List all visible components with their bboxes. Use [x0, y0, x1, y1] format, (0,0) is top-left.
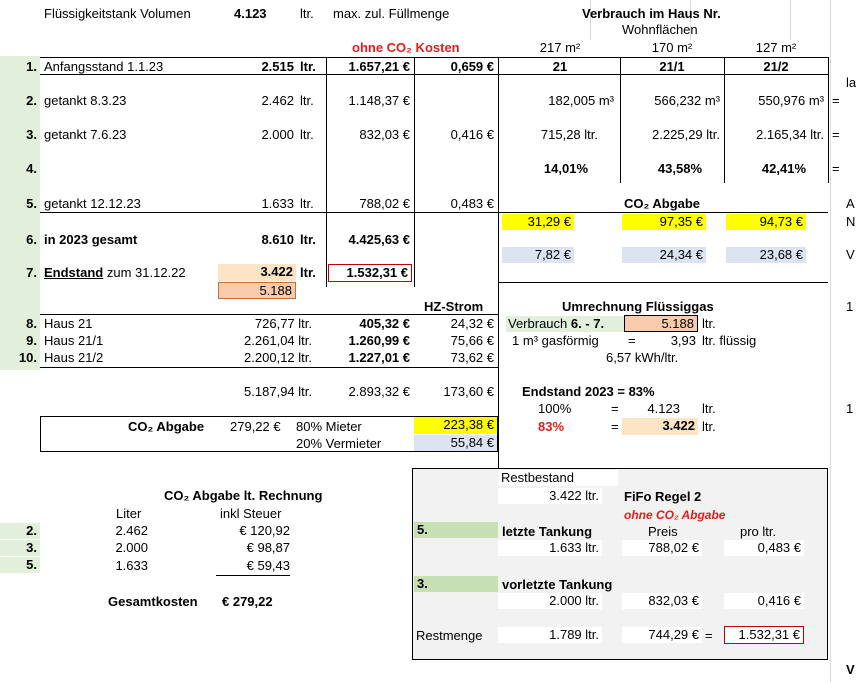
- endstand-unit: ltr.: [300, 265, 316, 280]
- co2-yellow: 97,35 €: [622, 214, 706, 230]
- p83: 83%: [538, 419, 565, 434]
- eq-sign: =: [832, 127, 840, 142]
- row-num-9: 9.: [0, 333, 40, 349]
- restmenge-label: Restmenge: [416, 628, 483, 643]
- restbestand-label: Restbestand: [498, 470, 618, 486]
- fifo-num-5: 5.: [414, 522, 498, 538]
- mieter-label: 80% Mieter: [296, 419, 362, 434]
- side-letters: 1: [846, 299, 854, 314]
- eq-sign: =: [832, 93, 840, 108]
- restmenge-liter: 1.789 ltr.: [498, 627, 602, 643]
- letzte-tankung: letzte Tankung: [502, 524, 593, 539]
- verbrauch-m3: 550,976 m³: [758, 93, 824, 108]
- verbrauch-m3: 566,232 m³: [654, 93, 720, 108]
- co2-box-label: CO₂ Abgabe: [128, 419, 205, 434]
- wohnflaechen-label: Wohnflächen: [622, 22, 698, 37]
- co2-box-total: 279,22 €: [230, 419, 281, 434]
- col-steuer: inkl Steuer: [220, 506, 282, 521]
- row-ppl: 0,659 €: [450, 59, 494, 74]
- haus-label: Haus 21: [44, 316, 93, 331]
- eq-sign: =: [611, 419, 619, 434]
- table-border: [498, 57, 499, 472]
- p83-value: 3.422: [622, 418, 698, 435]
- gas-value: 3,93: [670, 333, 696, 348]
- sum-cost: 2.893,32 €: [348, 384, 410, 399]
- haus-liter: 726,77 ltr.: [254, 316, 312, 331]
- haus-cost: 1.260,99 €: [348, 333, 410, 348]
- sum-hz: 173,60 €: [443, 384, 494, 399]
- rechnung-value: € 120,92: [239, 523, 290, 538]
- endstand-bold: Endstand: [44, 265, 104, 280]
- row-liter: 1.633: [261, 196, 294, 211]
- gas-eq: =: [628, 333, 636, 348]
- verbrauch-pct: 42,41%: [761, 161, 806, 176]
- vorletzte-preis: 832,03 €: [622, 593, 702, 609]
- haus-cost: 1.227,01 €: [348, 350, 410, 365]
- verbrauch-ltr: 715,28 ltr.: [540, 127, 598, 142]
- row-label: getankt 12.12.23: [44, 196, 141, 211]
- row-num-2: 2.: [0, 93, 40, 109]
- area-170: 170 m²: [651, 40, 693, 55]
- row-label: getankt 7.6.23: [44, 127, 127, 142]
- col-liter: Liter: [116, 506, 142, 521]
- letzte-pl: 0,483 €: [724, 540, 804, 556]
- letzte-liter: 1.633 ltr.: [498, 540, 602, 556]
- row-ppl: 0,416 €: [450, 127, 494, 142]
- gas-unit: ltr. flüssig: [702, 333, 757, 348]
- row-unit: ltr.: [300, 196, 314, 211]
- row-cost: 1.148,37 €: [348, 93, 410, 108]
- haus-liter: 2.261,04 ltr.: [244, 333, 312, 348]
- sum-liter: 5.187,94 ltr.: [244, 384, 312, 399]
- side-letters: A: [846, 196, 855, 211]
- haus-hz: 24,32 €: [450, 316, 494, 331]
- rechnung-liter: 1.633: [115, 558, 148, 573]
- max-label: max. zul. Füllmenge: [333, 6, 450, 21]
- row-label: getankt 8.3.23: [44, 93, 127, 108]
- verbrauch-label-bold: 6. - 7.: [570, 316, 605, 331]
- gas-label: 1 m³ gasförmig: [512, 333, 599, 348]
- verbrauch-label-text: Verbrauch: [508, 316, 571, 331]
- area-127: 127 m²: [755, 40, 797, 55]
- kwh-value: 6,57 kWh/ltr.: [606, 350, 679, 365]
- restmenge-eq: =: [705, 628, 713, 643]
- endstand-2023-title: Endstand 2023 = 83%: [522, 384, 655, 399]
- row-liter: 2.515: [261, 59, 294, 74]
- side-letters: la: [846, 75, 856, 90]
- rechnung-num: 5.: [0, 557, 40, 573]
- side-letters: V: [846, 662, 855, 677]
- row-liter: 2.462: [261, 93, 294, 108]
- hz-strom-title: HZ-Strom: [424, 299, 484, 314]
- row-num-1: 1.: [0, 59, 40, 75]
- row-cost: 788,02 €: [359, 196, 410, 211]
- row-num-7: 7.: [0, 265, 40, 281]
- p83-unit: ltr.: [702, 419, 716, 434]
- row-num-4: 4.: [0, 161, 40, 177]
- rechnung-value: € 59,43: [246, 558, 290, 573]
- vermieter-label: 20% Vermieter: [296, 436, 382, 451]
- grid-line: [830, 0, 831, 682]
- verbrauch-title: Verbrauch im Haus Nr.: [582, 6, 721, 21]
- rechnung-value: € 98,87: [246, 540, 290, 555]
- row-unit: ltr.: [300, 59, 316, 74]
- verbrauch-m3: 182,005 m³: [548, 93, 614, 108]
- restbestand-value: 3.422 ltr.: [498, 488, 602, 504]
- row-cost: 1.657,21 €: [348, 59, 410, 74]
- table-border: [40, 367, 498, 368]
- table-border: [498, 212, 828, 213]
- proltr-label: pro ltr.: [740, 524, 777, 539]
- table-border: [414, 57, 415, 287]
- haus-liter: 2.200,12 ltr.: [244, 350, 312, 365]
- rechnung-num: 3.: [0, 540, 40, 556]
- co2-yellow: 31,29 €: [502, 214, 574, 230]
- haus-cost: 405,32 €: [359, 316, 410, 331]
- preis-label: Preis: [648, 524, 678, 539]
- table-border: [498, 282, 828, 283]
- rechnung-liter: 2.000: [115, 540, 148, 555]
- gesamt-value: € 279,22: [222, 594, 273, 609]
- row-unit: ltr.: [300, 232, 316, 247]
- house-21: 21: [552, 59, 568, 74]
- restmenge-total: 1.532,31 €: [724, 626, 804, 644]
- endstand-rest: zum 31.12.22: [103, 265, 186, 280]
- house-21-2: 21/2: [763, 59, 789, 74]
- rechnung-num: 2.: [0, 523, 40, 539]
- rechnung-liter: 2.462: [115, 523, 148, 538]
- vorletzte-tankung: vorletzte Tankung: [502, 577, 613, 592]
- grid-line: [790, 0, 791, 40]
- verbrauch-ltr: 2.165,34 ltr.: [756, 127, 824, 142]
- restmenge-preis: 744,29 €: [622, 627, 702, 643]
- row-cost: 832,03 €: [359, 127, 410, 142]
- row-ppl: 0,483 €: [450, 196, 494, 211]
- vorletzte-pl: 0,416 €: [724, 593, 804, 609]
- house-21-1: 21/1: [659, 59, 685, 74]
- fifo-subtitle: ohne CO₂ Abgabe: [624, 508, 726, 522]
- letzte-preis: 788,02 €: [622, 540, 702, 556]
- row-num-5: 5.: [0, 196, 40, 212]
- verbrauch-pct: 14,01%: [543, 161, 588, 176]
- endstand-below: 5.188: [218, 282, 296, 299]
- verbrauch-pct: 43,58%: [657, 161, 702, 176]
- side-letters: 1: [846, 401, 854, 416]
- p100-value: 4.123: [647, 401, 680, 416]
- table-border: [40, 57, 828, 58]
- eq-sign: =: [611, 401, 619, 416]
- gesamt-label: Gesamtkosten: [108, 594, 198, 609]
- endstand-liter: 3.422: [218, 264, 296, 281]
- fifo-title: FiFo Regel 2: [624, 489, 702, 504]
- p100-unit: ltr.: [702, 401, 716, 416]
- ohne-co2-label: ohne CO₂ Kosten: [352, 40, 460, 55]
- umrechnung-title: Umrechnung Flüssiggas: [562, 299, 714, 314]
- side-letters: V: [846, 247, 855, 262]
- p100: 100%: [538, 401, 572, 416]
- row-unit: ltr.: [300, 93, 314, 108]
- endstand-label: [44, 265, 186, 281]
- tank-label: Flüssigkeitstank Volumen: [44, 6, 191, 21]
- haus-hz: 75,66 €: [450, 333, 494, 348]
- vermieter-value: 55,84 €: [414, 435, 497, 451]
- row-label: in 2023 gesamt: [44, 232, 138, 247]
- table-border: [828, 57, 829, 183]
- row-liter: 8.610: [261, 232, 294, 247]
- row-label: Anfangsstand 1.1.23: [44, 59, 164, 74]
- eq-sign: =: [832, 161, 840, 176]
- haus-label: Haus 21/2: [44, 350, 104, 365]
- sum-line: [216, 575, 290, 576]
- co2-blue: 23,68 €: [726, 247, 806, 263]
- table-border: [326, 57, 327, 287]
- verbrauch-ltr: 2.225,29 ltr.: [652, 127, 720, 142]
- fifo-num-3: 3.: [414, 576, 498, 592]
- rechnung-title: CO₂ Abgabe lt. Rechnung: [164, 488, 323, 503]
- row-num-10: 10.: [0, 350, 40, 366]
- verbrauch-value: 5.188: [624, 315, 698, 332]
- row-cost: 4.425,63 €: [348, 232, 410, 247]
- co2-abgabe-title: CO₂ Abgabe: [623, 196, 701, 211]
- area-217: 217 m²: [539, 40, 581, 55]
- co2-blue: 7,82 €: [502, 247, 574, 263]
- tank-unit: ltr.: [300, 6, 314, 21]
- row-liter: 2.000: [261, 127, 294, 142]
- row-num-6: 6.: [0, 232, 40, 248]
- row-unit: ltr.: [300, 127, 314, 142]
- endstand-cost: 1.532,31 €: [328, 264, 412, 282]
- vorletzte-liter: 2.000 ltr.: [498, 593, 602, 609]
- haus-label: Haus 21/1: [44, 333, 104, 348]
- row-num-8: 8.: [0, 316, 40, 332]
- verbrauch-unit: ltr.: [702, 316, 716, 331]
- side-letters: N: [846, 214, 856, 229]
- haus-hz: 73,62 €: [450, 350, 494, 365]
- tank-value: 4.123: [234, 6, 267, 21]
- verbrauch-label: [506, 316, 624, 332]
- row-num-3: 3.: [0, 127, 40, 143]
- table-border: [40, 212, 498, 213]
- mieter-value: 223,38 €: [414, 417, 497, 434]
- co2-blue: 24,34 €: [622, 247, 706, 263]
- co2-yellow: 94,73 €: [726, 214, 806, 230]
